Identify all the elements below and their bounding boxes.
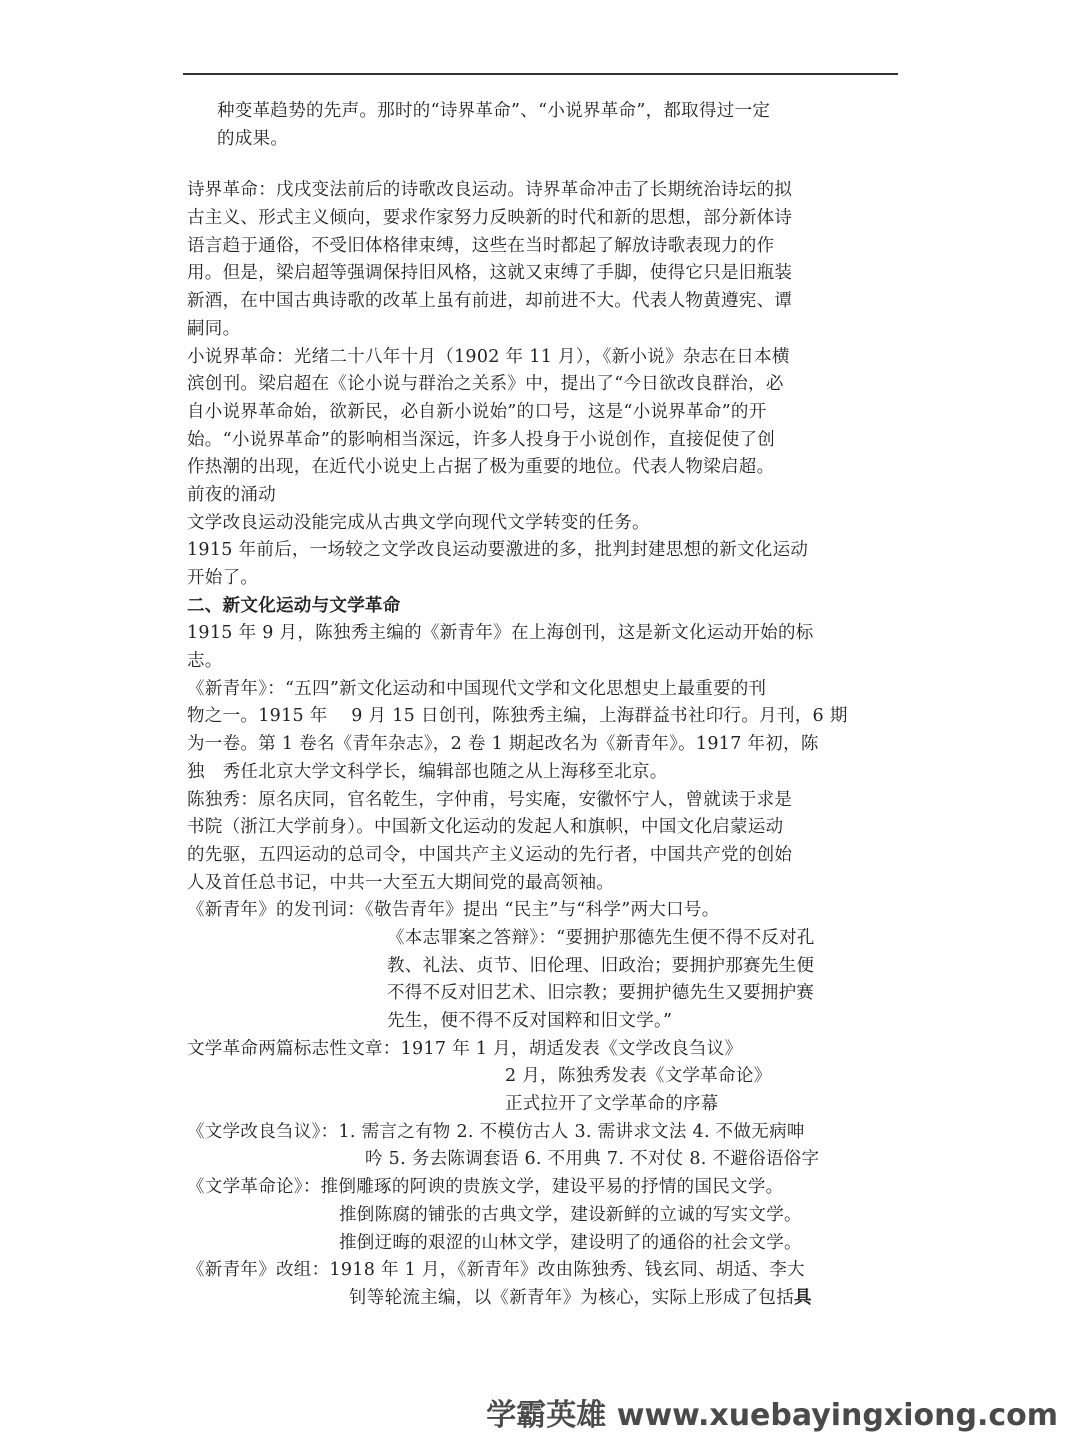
novel-revolution-line: 小说界革命：光绪二十八年十月（1902 年 11 月），《新小说》杂志在日本横 — [187, 346, 790, 367]
document-body — [187, 98, 902, 1313]
landmark-line: 正式拉开了文学革命的序幕 — [505, 1094, 719, 1115]
eve-line: 文学改良运动没能完成从古典文学向现代文学转变的任务。 — [187, 512, 650, 533]
paragraph-gap — [187, 153, 902, 177]
poetry-revolution-line: 古主义、形式主义倾向，要求作家努力反映新的时代和新的思想，部分新体诗 — [187, 208, 793, 229]
chen-duxiu-line: 陈独秀：原名庆同，官名乾生，字仲甫，号实庵，安徽怀宁人，曾就读于求是 — [187, 789, 793, 810]
section-title: 二、新文化运动与文学革命 — [187, 595, 401, 616]
revolution-essay-line: 推倒迂晦的艰涩的山林文学，建设明了的通俗的社会文学。 — [339, 1232, 802, 1253]
manifesto-reply-line: 《本志罪案之答辩》：“要拥护那德先生便不得不反对孔 — [387, 927, 815, 948]
new-youth-start-line: 1915 年 9 月，陈独秀主编的《新青年》在上海创刊，这是新文化运动开始的标 — [187, 623, 814, 644]
header-rule — [183, 73, 898, 75]
new-youth-start-line: 志。 — [187, 651, 223, 672]
new-youth-desc-line: 物之一。1915 年 9 月 15 日创刊，陈独秀主编，上海群益书社印行。月刊，6 期 — [187, 706, 848, 727]
novel-revolution-line: 作热潮的出现，在近代小说史上占据了极为重要的地位。代表人物梁启超。 — [187, 457, 775, 478]
revolution-essay-line: 《文学革命论》：推倒雕琢的阿谀的贵族文学，建设平易的抒情的国民文学。 — [187, 1177, 784, 1198]
eve-line: 1915 年前后，一场较之文学改良运动要激进的多，批判封建思想的新文化运动 — [187, 540, 809, 561]
novel-revolution-line: 滨创刊。梁启超在《论小说与群治之关系》中，提出了“今日欲改良群治，必 — [187, 374, 784, 395]
new-youth-desc-line: 为一卷。第 1 卷名《青年杂志》，2 卷 1 期起改名为《新青年》。1917 年初，陈 — [187, 734, 819, 755]
poetry-revolution-line: 新酒，在中国古典诗歌的改革上虽有前进，却前进不大。代表人物黄遵宪、谭 — [187, 291, 793, 312]
chen-duxiu-line: 人及首任总书记，中共一大至五大期间党的最高领袖。 — [187, 872, 615, 893]
eve-heading: 前夜的涌动 — [187, 484, 276, 505]
reorganization-line: 《新青年》改组：1918 年 1 月，《新青年》改由陈独秀、钱玄同、胡适、李大 — [187, 1260, 805, 1281]
revolution-essay-line: 推倒陈腐的铺张的古典文学，建设新鲜的立诚的写实文学。 — [339, 1204, 802, 1225]
reorganization-text: 钊等轮流主编，以《新青年》为核心，实际上形成了包括 — [349, 1287, 794, 1308]
chen-duxiu-line: 书院（浙江大学前身）。中国新文化运动的发起人和旗帜，中国文化启蒙运动 — [187, 817, 784, 838]
poetry-revolution-line: 嗣同。 — [187, 318, 241, 339]
reorganization-line — [187, 1285, 902, 1313]
landmark-line: 2 月，陈独秀发表《文学革命论》 — [505, 1066, 772, 1087]
landmark-line: 文学革命两篇标志性文章：1917 年 1 月，胡适发表《文学改良刍议》 — [187, 1038, 743, 1059]
site-watermark: 学霸英雄 www.xuebayingxiong.com — [486, 1398, 1058, 1433]
intro-line: 种变革趋势的先声。那时的“诗界革命”、“小说界革命”，都取得过一定 — [217, 101, 771, 121]
chen-duxiu-line: 的先驱，五四运动的总司令，中国共产主义运动的先行者，中国共产党的创始 — [187, 844, 793, 865]
new-youth-desc-line: 独 秀任北京大学文科学长，编辑部也随之从上海移至北京。 — [187, 761, 668, 782]
novel-revolution-line: 始。“小说界革命”的影响相当深远，许多人投身于小说创作，直接促使了创 — [187, 429, 776, 450]
reorganization-bold-char: 具 — [794, 1287, 812, 1308]
eve-line: 开始了。 — [187, 568, 259, 588]
manifesto-line: 《新青年》的发刊词：《敬告青年》提出 “民主”与“科学”两大口号。 — [187, 900, 720, 921]
novel-revolution-line: 自小说界革命始，欲新民，必自新小说始”的口号，这是“小说界革命”的开 — [187, 401, 767, 422]
reform-proposal-line: 《文学改良刍议》：1. 需言之有物 2. 不模仿古人 3. 需讲求文法 4. 不做无病呻 — [187, 1121, 805, 1142]
poetry-revolution-line: 用。但是，梁启超等强调保持旧风格，这就又束缚了手脚，使得它只是旧瓶装 — [187, 263, 793, 284]
poetry-revolution-line: 诗界革命：戊戌变法前后的诗歌改良运动。诗界革命冲击了长期统治诗坛的拟 — [187, 180, 793, 201]
poetry-revolution-line: 语言趋于通俗，不受旧体格律束缚，这些在当时都起了解放诗歌表现力的作 — [187, 235, 775, 256]
new-youth-desc-line: 《新青年》：“五四”新文化运动和中国现代文学和文化思想史上最重要的刊 — [187, 678, 767, 699]
intro-line: 的成果。 — [217, 128, 289, 149]
manifesto-reply-line: 教、礼法、贞节、旧伦理、旧政治；要拥护那赛先生便 — [387, 955, 815, 976]
manifesto-reply-line: 不得不反对旧艺术、旧宗教；要拥护德先生又要拥护赛 — [387, 983, 815, 1004]
manifesto-reply-line: 先生，便不得不反对国粹和旧文学。” — [387, 1011, 673, 1031]
reform-proposal-line: 吟 5. 务去陈调套语 6. 不用典 7. 不对仗 8. 不避俗语俗字 — [365, 1149, 820, 1170]
